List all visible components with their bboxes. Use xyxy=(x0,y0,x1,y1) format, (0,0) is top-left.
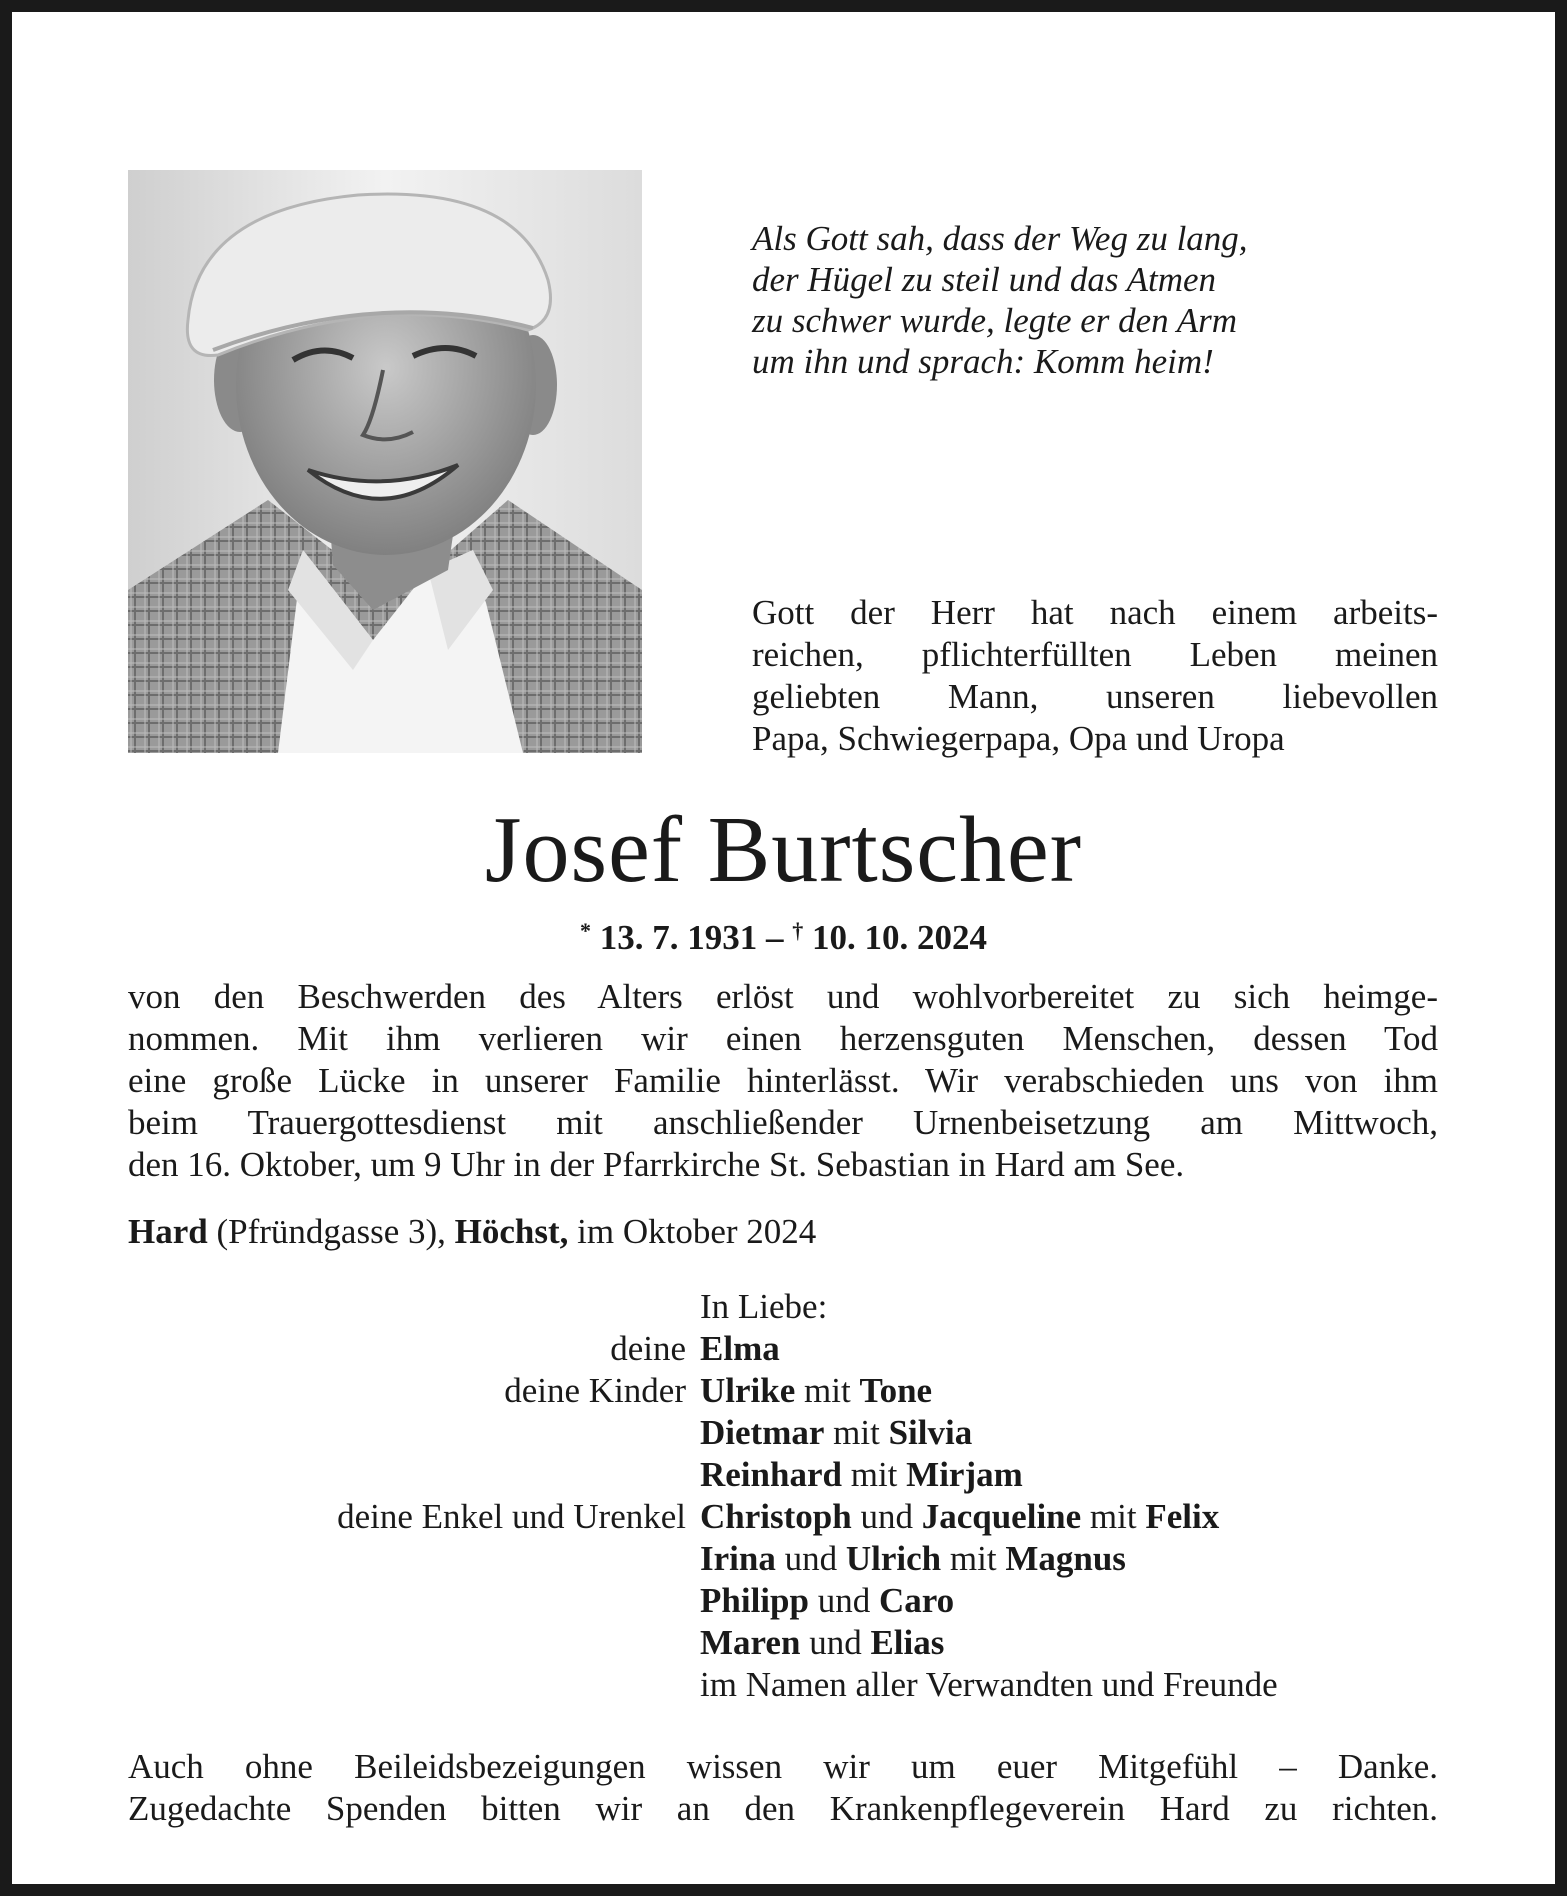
death-symbol: † xyxy=(792,918,804,943)
family-connector: mit xyxy=(824,1413,889,1452)
family-member-name: Ulrich xyxy=(845,1539,942,1578)
family-member-name: Dietmar xyxy=(700,1413,825,1452)
family-connector: mit xyxy=(1081,1497,1146,1536)
intro-line: Papa, Schwiegerpapa, Opa und Uropa xyxy=(752,719,1285,758)
place-date-line xyxy=(128,1211,816,1253)
family-connector: und xyxy=(775,1539,846,1578)
family-member-name: Philipp xyxy=(700,1581,809,1620)
family-member-name: Caro xyxy=(878,1581,955,1620)
family-relation-label xyxy=(128,1454,700,1496)
family-heading-row xyxy=(128,1286,1438,1328)
family-row xyxy=(128,1496,1438,1538)
closing-line: Zugedachte Spenden bitten wir an den Krankenpflegeverein Hard zu richten. xyxy=(128,1789,1438,1828)
body-line: nommen. Mit ihm verlieren wir einen herzensguten Menschen, dessen Tod xyxy=(128,1019,1438,1058)
family-connector: und xyxy=(808,1581,879,1620)
place-address: (Pfründgasse 3), xyxy=(207,1212,455,1251)
family-relation-label xyxy=(128,1538,700,1580)
birth-date: 13. 7. 1931 xyxy=(599,918,758,957)
closing-line: Auch ohne Beileidsbezeigungen wissen wir um euer Mitgefühl – Danke. xyxy=(128,1747,1438,1786)
family-member-name: Felix xyxy=(1145,1497,1220,1536)
intro-line: geliebten Mann, unseren liebevollen xyxy=(752,677,1438,716)
quote-line: Als Gott sah, dass der Weg zu lang, xyxy=(752,219,1248,258)
family-relation-label xyxy=(128,1664,700,1706)
family-members xyxy=(700,1580,954,1622)
family-member-name: Magnus xyxy=(1005,1539,1126,1578)
death-date: 10. 10. 2024 xyxy=(812,918,987,957)
announcement-text xyxy=(128,976,1438,1186)
family-member-name: Ulrike xyxy=(700,1371,796,1410)
family-member-name: Tone xyxy=(859,1371,933,1410)
quote-line: um ihn und sprach: Komm heim! xyxy=(752,342,1214,381)
family-row xyxy=(128,1580,1438,1622)
family-members xyxy=(700,1538,1126,1580)
poem-quote xyxy=(752,218,1392,382)
body-line: eine große Lücke in unserer Familie hinterlässt. Wir verabschieden uns von ihm xyxy=(128,1061,1438,1100)
family-list xyxy=(128,1286,1438,1706)
family-member-name: Christoph xyxy=(700,1497,852,1536)
family-members xyxy=(700,1664,1278,1706)
family-members xyxy=(700,1454,1023,1496)
body-line: den 16. Oktober, um 9 Uhr in der Pfarrkirche St. Sebastian in Hard am See. xyxy=(128,1145,1185,1184)
family-members xyxy=(700,1622,944,1664)
body-line: beim Trauergottesdienst mit anschließender Urnenbeisetzung am Mittwoch, xyxy=(128,1103,1438,1142)
family-member-name: Reinhard xyxy=(700,1455,842,1494)
family-relation-label: deine Enkel und Urenkel xyxy=(337,1497,686,1536)
quote-line: zu schwer wurde, legte er den Arm xyxy=(752,301,1238,340)
family-members xyxy=(700,1328,780,1370)
family-connector: mit xyxy=(795,1371,860,1410)
family-row xyxy=(128,1328,1438,1370)
place-city-hard: Hard xyxy=(128,1212,208,1251)
closing-text xyxy=(128,1746,1438,1830)
family-relation-label: deine xyxy=(610,1329,686,1368)
family-members xyxy=(700,1412,972,1454)
portrait-photo xyxy=(128,170,642,753)
family-row xyxy=(128,1664,1438,1706)
family-relation-label xyxy=(128,1580,700,1622)
family-row xyxy=(128,1370,1438,1412)
quote-line: der Hügel zu steil und das Atmen xyxy=(752,260,1217,299)
family-connector: und xyxy=(800,1623,871,1662)
family-row xyxy=(128,1538,1438,1580)
family-row xyxy=(128,1412,1438,1454)
family-member-name: Maren xyxy=(700,1623,801,1662)
life-dates xyxy=(0,910,1567,959)
family-row xyxy=(128,1622,1438,1664)
family-row xyxy=(128,1454,1438,1496)
portrait-image xyxy=(128,170,642,753)
family-member-name: Silvia xyxy=(888,1413,973,1452)
place-city-hoechst: Höchst, xyxy=(454,1212,569,1251)
deceased-name: Josef Burtscher xyxy=(484,798,1083,902)
family-connector: mit xyxy=(941,1539,1006,1578)
family-connector: mit xyxy=(841,1455,907,1494)
date-separator: – xyxy=(757,918,793,957)
family-member-name: Mirjam xyxy=(906,1455,1023,1494)
intro-text xyxy=(752,592,1438,760)
birth-symbol: * xyxy=(580,918,591,943)
place-date: im Oktober 2024 xyxy=(568,1212,817,1251)
intro-line: reichen, pflichterfüllten Leben meinen xyxy=(752,635,1438,674)
family-member-name: Elias xyxy=(870,1623,945,1662)
family-member-name: Jacqueline xyxy=(921,1497,1082,1536)
family-members xyxy=(700,1496,1219,1538)
family-relation-label xyxy=(128,1622,700,1664)
family-relation-label: deine Kinder xyxy=(504,1371,686,1410)
family-connector: im Namen aller Verwandten und Freunde xyxy=(700,1665,1278,1704)
body-line: von den Beschwerden des Alters erlöst und wohlvorbereitet zu sich heimge- xyxy=(128,977,1438,1016)
family-heading: In Liebe: xyxy=(700,1287,828,1326)
family-member-name: Irina xyxy=(700,1539,776,1578)
family-relation-label xyxy=(128,1412,700,1454)
family-connector: und xyxy=(851,1497,922,1536)
family-members xyxy=(700,1370,932,1412)
family-member-name: Elma xyxy=(700,1329,780,1368)
intro-line: Gott der Herr hat nach einem arbeits- xyxy=(752,593,1438,632)
